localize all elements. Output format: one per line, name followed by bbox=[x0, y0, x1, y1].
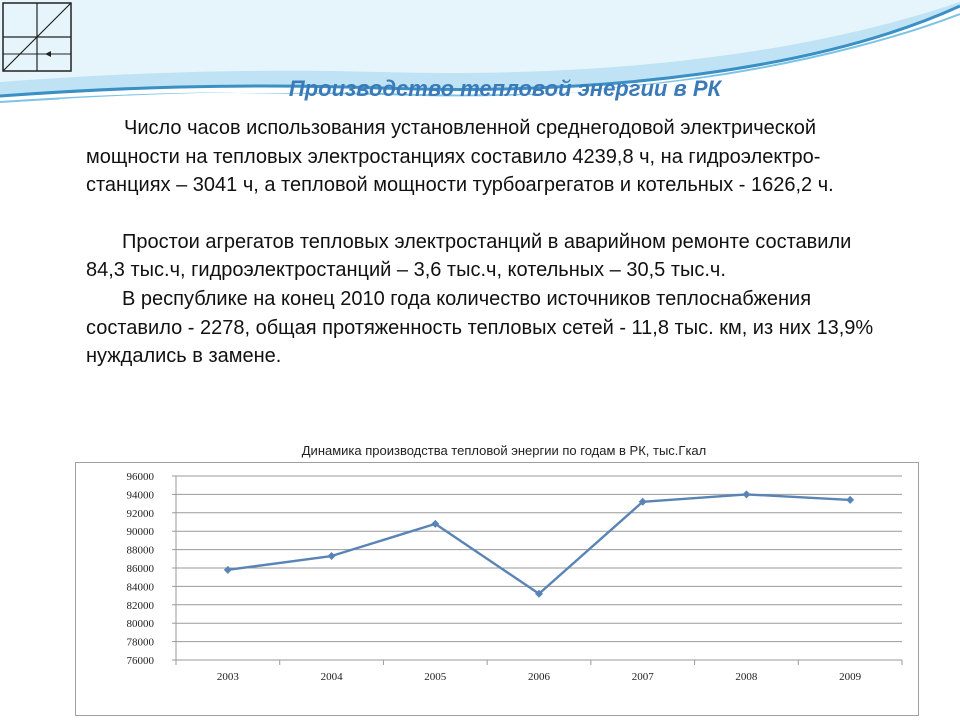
paragraph-1: Число часов использования установленной среднегодовой электрической мощности на тепловых электростанциях составило 4239,8 ч, на гидроэлектро-станциях – 3041 ч, а тепловой мощности турбоагрегатов и котельных - 1626,2 ч. bbox=[86, 117, 834, 197]
chart-title: Динамика производства тепловой энергии по годам в РК, тыс.Гкал bbox=[301, 443, 707, 458]
line-chart bbox=[75, 462, 919, 716]
x-tick-label-2005: 2005 bbox=[424, 671, 447, 683]
paragraph-3: В республике на конец 2010 года количество источников теплоснабжения составило - 2278, общая протяженность тепловых сетей - 11,8 тыс. км, из них 13,9% нуждались в замене. bbox=[86, 287, 874, 368]
slide-title: Производство тепловой энергии в РК bbox=[288, 76, 722, 101]
y-tick-label: 90000 bbox=[126, 526, 154, 539]
paragraph-2: Простои агрегатов тепловых электростанций в аварийном ремонте составили 84,3 тыс.ч, гидроэлектростанций – 3,6 тыс.ч, котельных – 30,5 тыс.ч. bbox=[86, 230, 852, 282]
y-tick-label: 84000 bbox=[126, 581, 154, 594]
y-tick-label: 80000 bbox=[126, 618, 154, 631]
x-tick-label-2008: 2008 bbox=[735, 671, 758, 683]
y-tick-label: 94000 bbox=[126, 489, 154, 502]
body-text bbox=[86, 114, 886, 371]
y-tick-label: 82000 bbox=[126, 599, 154, 612]
grid-layer bbox=[176, 476, 902, 660]
y-tick-label: 78000 bbox=[126, 636, 154, 649]
x-tick-label-2004: 2004 bbox=[320, 671, 343, 683]
series-layer bbox=[224, 490, 854, 597]
data-point-2008 bbox=[742, 490, 750, 498]
corner-logo-icon bbox=[2, 2, 74, 74]
data-point-2004 bbox=[328, 552, 336, 560]
y-tick-label: 92000 bbox=[126, 507, 154, 520]
y-tick-label: 76000 bbox=[126, 655, 154, 667]
data-point-2009 bbox=[846, 496, 854, 504]
y-tick-label: 88000 bbox=[126, 544, 154, 557]
data-point-2003 bbox=[224, 566, 232, 574]
x-tick-label-2006: 2006 bbox=[528, 671, 550, 683]
y-tick-label: 86000 bbox=[126, 563, 154, 575]
x-tick-label-2007: 2007 bbox=[631, 671, 654, 683]
x-tick-label-2009: 2009 bbox=[839, 671, 862, 683]
x-tick-label-2003: 2003 bbox=[216, 671, 239, 683]
y-tick-label: 96000 bbox=[126, 471, 154, 483]
series-line bbox=[228, 494, 850, 593]
